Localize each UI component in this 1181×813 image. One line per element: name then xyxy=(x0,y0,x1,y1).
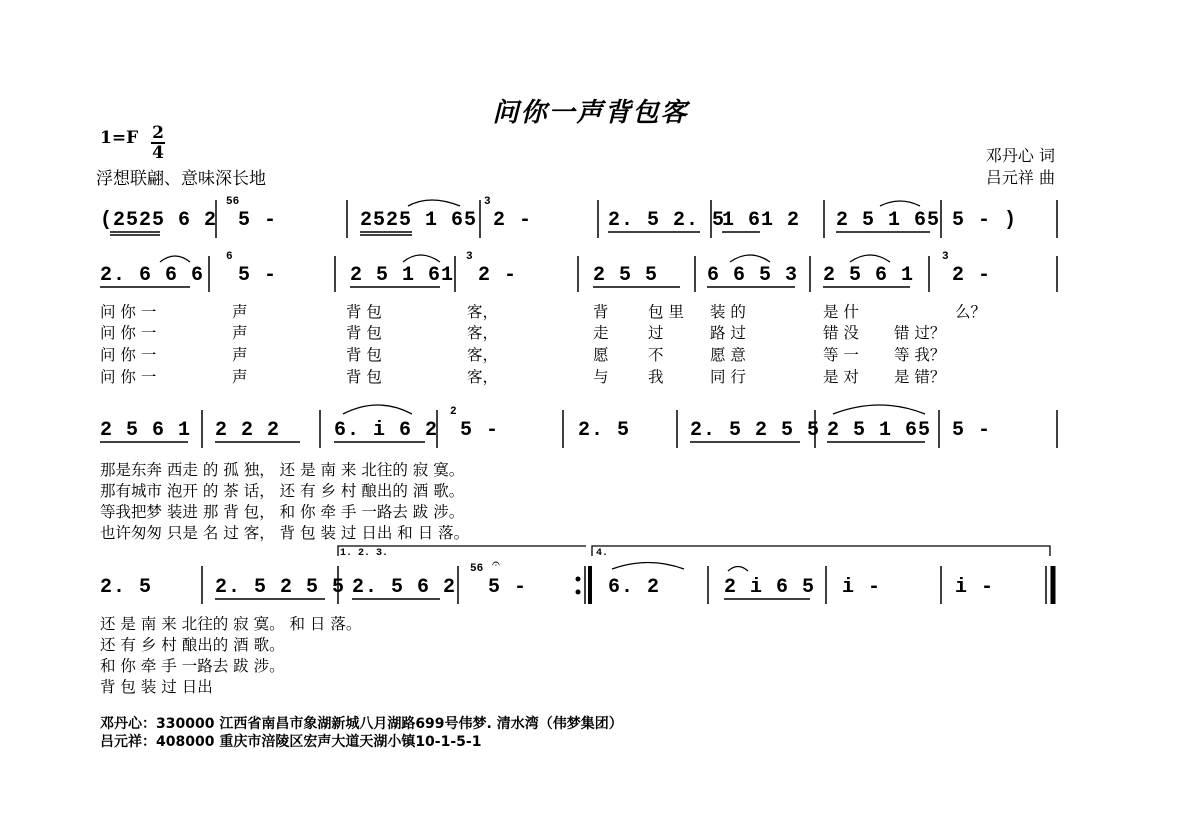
measure-3-8: 5 - xyxy=(952,419,992,442)
measure-1-5: 2. 5 2. 5 xyxy=(608,209,726,232)
lyric: 是 对 xyxy=(823,368,859,386)
measure-1-8: 5 - ) xyxy=(952,209,1018,232)
lyric: 错 没 xyxy=(823,324,859,342)
grace-note: 56 xyxy=(226,196,240,208)
lyric: 问 你 一 xyxy=(100,303,157,321)
measure-1-1: (2525 6 2 xyxy=(100,209,218,232)
measure-4-6: 2 i 6 5 xyxy=(724,576,816,599)
grace-note: 2 xyxy=(450,406,457,418)
measure-1-2: 5 - xyxy=(238,209,278,232)
lyric-line: 那有城市 泡开 的 茶 话， 还 有 乡 村 酿出的 酒 歌。 xyxy=(100,482,465,500)
measure-3-5: 2. 5 xyxy=(578,419,631,442)
repeat-dots xyxy=(576,577,581,595)
lyricist-address: 邓丹心：330000 江西省南昌市象湖新城八月湖路699号伟梦. 清水湾（伟梦集团） xyxy=(100,716,623,732)
song-title: 问你一声背包客 xyxy=(492,98,689,128)
time-sig-top: 2 xyxy=(152,123,164,143)
grace-note: 56 xyxy=(470,563,484,575)
lyric: 声 xyxy=(232,303,248,321)
lyric: 问 你 一 xyxy=(100,368,157,386)
lyric-line: 还 有 乡 村 酿出的 酒 歌。 xyxy=(100,636,285,654)
lyric: 客， xyxy=(467,303,499,321)
lyric-line: 背 包 装 过 日出 xyxy=(100,678,213,696)
measure-2-7: 2 5 6 1 xyxy=(823,264,915,287)
measure-1-7: 2 5 1 65 xyxy=(836,209,941,232)
lyric: 我 xyxy=(648,368,664,386)
measure-1-4: 2 - xyxy=(493,209,533,232)
lyric: 是 什 xyxy=(823,303,859,321)
lyric-line: 也许匆匆 只是 名 过 客， 背 包 装 过 日出 和 日 落。 xyxy=(100,524,470,542)
measure-1-3: 2525 1 65 xyxy=(360,209,478,232)
lyric: 声 xyxy=(232,324,248,342)
lyric: 背 包 xyxy=(346,324,382,342)
measure-3-3: 6. i 6 2 xyxy=(334,419,439,442)
lyric: 客， xyxy=(467,346,499,364)
measure-2-4: 2 - xyxy=(478,264,518,287)
lyric: 同 行 xyxy=(710,368,746,386)
slurs xyxy=(160,200,925,571)
lyric: 不 xyxy=(648,346,664,364)
key-signature: 1=F xyxy=(100,128,139,148)
measure-4-2: 2. 5 2 5 5 xyxy=(215,576,346,599)
measure-4-5: 6. 2 xyxy=(608,576,661,599)
measure-2-2: 5 - xyxy=(238,264,278,287)
volta-2-label: 4. xyxy=(596,548,609,559)
lyric: 包 里 xyxy=(648,303,684,321)
lyric-line: 还 是 南 来 北往的 寂 寞。 和 日 落。 xyxy=(100,615,362,633)
grace-note: 3 xyxy=(942,251,949,263)
grace-note: 3 xyxy=(484,196,491,208)
lyricist-credit: 邓丹心 词 xyxy=(985,146,1055,165)
composer-address: 吕元祥：408000 重庆市涪陵区宏声大道天湖小镇10-1-5-1 xyxy=(100,734,482,750)
volta-1-label: 1. 2. 3. xyxy=(340,548,389,559)
lyric: 声 xyxy=(232,346,248,364)
measure-4-4: 5 - xyxy=(488,576,528,599)
lyric: 声 xyxy=(232,368,248,386)
lyric: 么？ xyxy=(955,303,987,321)
barlines xyxy=(202,200,1057,604)
measure-3-6: 2. 5 2 5 5 xyxy=(690,419,821,442)
lyric-line: 等我把梦 装进 那 背 包， 和 你 牵 手 一路去 跋 涉。 xyxy=(100,503,465,521)
measure-3-2: 2 2 2 xyxy=(215,419,281,442)
lyric: 客， xyxy=(467,324,499,342)
measure-4-3: 2. 5 6 2 xyxy=(352,576,457,599)
measure-2-8: 2 - xyxy=(952,264,992,287)
lyric: 是 错？ xyxy=(894,368,946,386)
measure-1-6: 1 61 2 xyxy=(722,209,801,232)
lyric: 走 xyxy=(593,324,609,342)
lyric: 错 过？ xyxy=(894,324,946,342)
measure-2-3: 2 5 1 61 xyxy=(350,264,455,287)
volta-brackets xyxy=(338,546,1050,556)
time-sig-bottom: 4 xyxy=(152,143,164,163)
lyric: 装 的 xyxy=(710,303,746,321)
fermata-icon: 𝄐 xyxy=(492,556,500,572)
measure-4-1: 2. 5 xyxy=(100,576,153,599)
measure-4-7: i - xyxy=(842,576,882,599)
lyric: 与 xyxy=(593,368,609,386)
lyric: 背 包 xyxy=(346,303,382,321)
tempo-marking: 浮想联翩、意味深长地 xyxy=(96,169,266,189)
lyric: 背 包 xyxy=(346,346,382,364)
lyric-line: 和 你 牵 手 一路去 跋 涉。 xyxy=(100,657,285,675)
measure-2-6: 6 6 5 3 xyxy=(707,264,799,287)
measure-3-4: 5 - xyxy=(460,419,500,442)
lyric: 过 xyxy=(648,324,664,342)
lyric: 问 你 一 xyxy=(100,324,157,342)
composer-credit: 吕元祥 曲 xyxy=(985,168,1055,187)
lyric: 背 xyxy=(593,303,609,321)
measure-3-7: 2 5 1 65 xyxy=(827,419,932,442)
lyric: 客， xyxy=(467,368,499,386)
grace-note: 6 xyxy=(226,251,233,263)
lyric-line: 那是东奔 西走 的 孤 独， 还 是 南 来 北往的 寂 寞。 xyxy=(100,461,465,479)
lyric: 愿 意 xyxy=(710,346,746,364)
lyric: 路 过 xyxy=(710,324,746,342)
lyric: 问 你 一 xyxy=(100,346,157,364)
measure-2-1: 2. 6 6 6 xyxy=(100,264,205,287)
lyric: 愿 xyxy=(593,346,609,364)
measure-4-8: i - xyxy=(955,576,995,599)
beams xyxy=(100,232,930,599)
lyric: 等 一 xyxy=(823,346,859,364)
measure-3-1: 2 5 6 1 xyxy=(100,419,192,442)
lyric: 背 包 xyxy=(346,368,382,386)
lyric: 等 我？ xyxy=(894,346,946,364)
measure-2-5: 2 5 5 xyxy=(593,264,659,287)
grace-note: 3 xyxy=(466,251,473,263)
